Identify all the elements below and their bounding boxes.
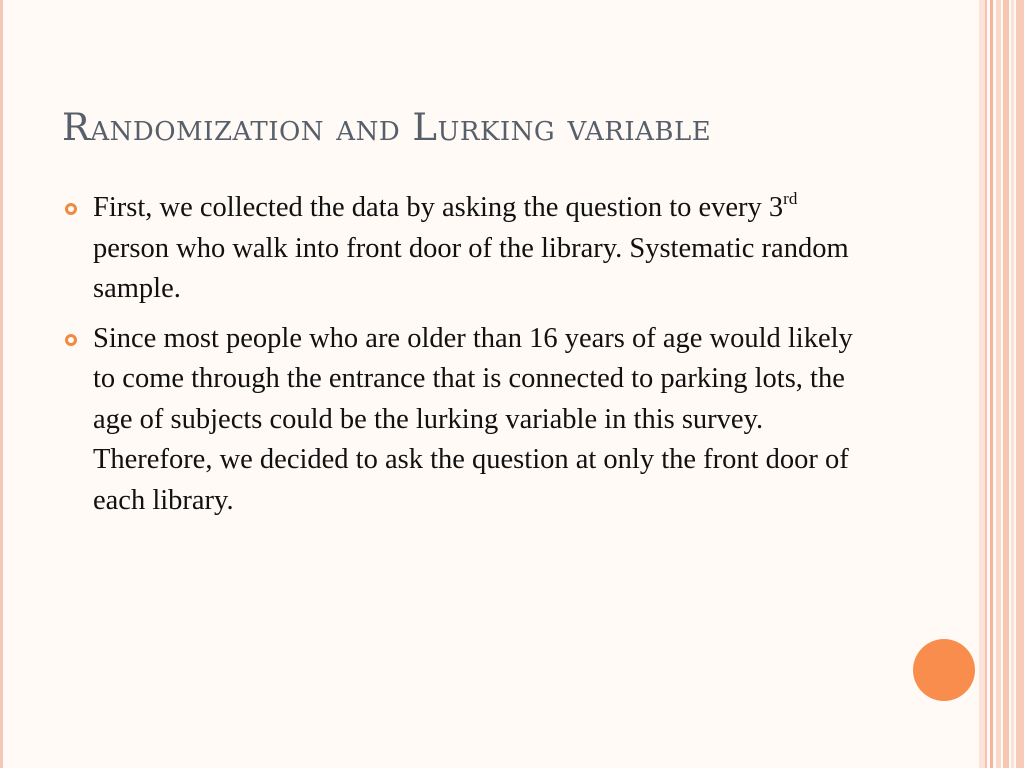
- right-stripe: [1011, 0, 1014, 768]
- bullet-item-lurking-variable: [62, 319, 872, 522]
- orange-circle-decoration: [913, 639, 975, 701]
- right-stripe: [985, 0, 987, 768]
- right-stripe: [990, 0, 993, 768]
- ring-bullet-icon: [65, 203, 77, 215]
- right-stripe: [1016, 0, 1024, 768]
- bullet-text: Since most people who are older than 16 years of age would likely to come through the entrance that is connected to parking lots, the age of subjects could be the lurking variable in this survey. Therefore, we decided to ask the question at only the front door of each library.: [93, 322, 853, 516]
- right-stripe: [1003, 0, 1009, 768]
- bullet-list: [62, 188, 872, 530]
- left-edge-stripe: [0, 0, 3, 768]
- ordinal-superscript: rd: [783, 188, 798, 208]
- bullet-text-part: First, we collected the data by asking the question to every 3: [93, 192, 784, 223]
- bullet-text-part: person who walk into front door of the library. Systematic random sample.: [93, 232, 849, 304]
- bullet-item-sampling: [62, 188, 872, 310]
- right-stripe: [996, 0, 1001, 768]
- ring-bullet-icon: [65, 334, 77, 346]
- slide-title: Randomization and Lurking variable: [62, 106, 712, 149]
